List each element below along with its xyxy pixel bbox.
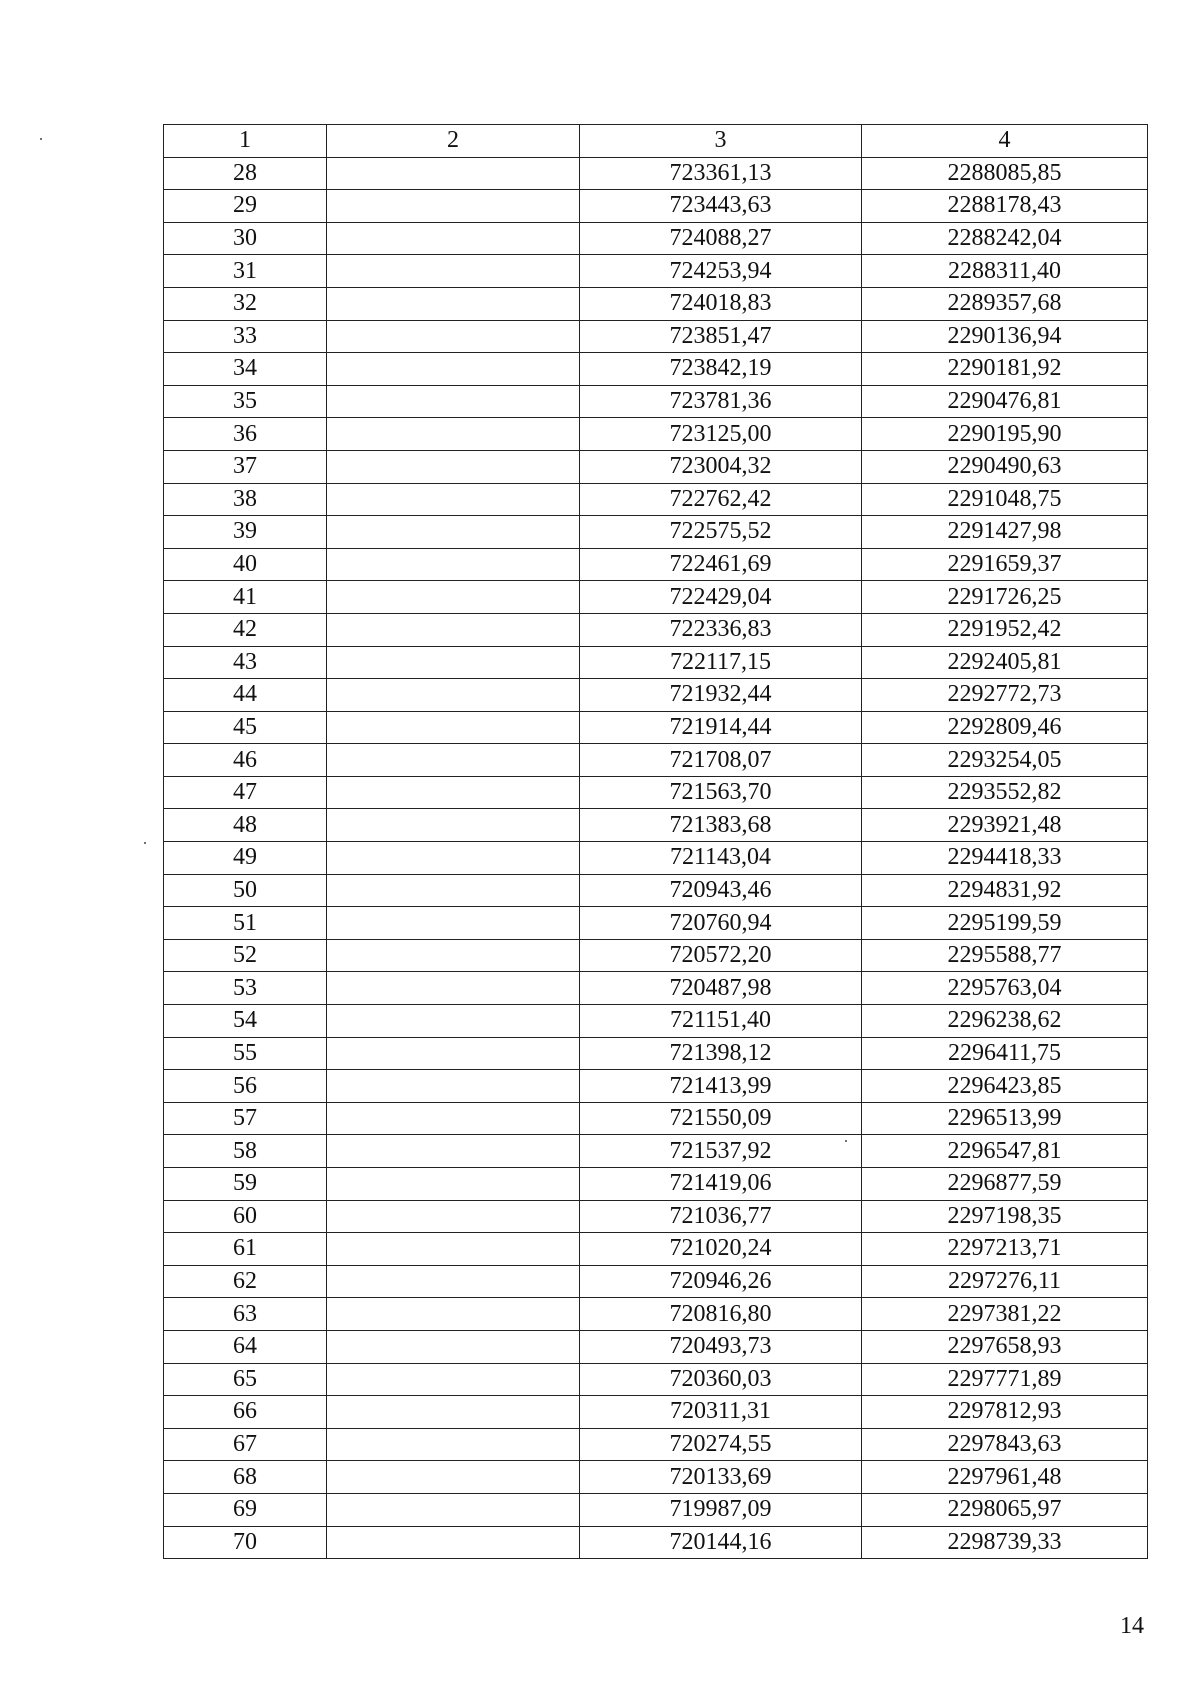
name-cell (327, 646, 580, 679)
name-cell (327, 1168, 580, 1201)
table-body (164, 157, 1148, 1559)
name-cell (327, 190, 580, 223)
name-cell (327, 450, 580, 483)
x-coordinate-cell: 724253,94 (580, 255, 862, 288)
x-coordinate-cell: 721151,40 (580, 1005, 862, 1038)
name-cell (327, 613, 580, 646)
table-row (164, 809, 1148, 842)
x-coordinate-cell: 720133,69 (580, 1461, 862, 1494)
x-coordinate-cell: 721020,24 (580, 1233, 862, 1266)
table-row (164, 548, 1148, 581)
y-coordinate-cell: 2296238,62 (862, 1005, 1148, 1038)
point-number-cell: 41 (164, 581, 327, 614)
point-number-cell: 36 (164, 418, 327, 451)
name-cell (327, 1070, 580, 1103)
table-row (164, 320, 1148, 353)
x-coordinate-cell: 721563,70 (580, 776, 862, 809)
x-coordinate-cell: 723443,63 (580, 190, 862, 223)
y-coordinate-cell: 2297198,35 (862, 1200, 1148, 1233)
header-col-3: 3 (580, 125, 862, 158)
x-coordinate-cell: 724018,83 (580, 287, 862, 320)
x-coordinate-cell: 723842,19 (580, 353, 862, 386)
point-number-cell: 64 (164, 1330, 327, 1363)
table-row (164, 1428, 1148, 1461)
name-cell (327, 1037, 580, 1070)
x-coordinate-cell: 721914,44 (580, 711, 862, 744)
y-coordinate-cell: 2295199,59 (862, 907, 1148, 940)
name-cell (327, 222, 580, 255)
name-cell (327, 1396, 580, 1429)
table-row (164, 190, 1148, 223)
name-cell (327, 1461, 580, 1494)
x-coordinate-cell: 719987,09 (580, 1493, 862, 1526)
table-row (164, 287, 1148, 320)
name-cell (327, 418, 580, 451)
table-row (164, 776, 1148, 809)
x-coordinate-cell: 721413,99 (580, 1070, 862, 1103)
x-coordinate-cell: 720946,26 (580, 1265, 862, 1298)
y-coordinate-cell: 2296877,59 (862, 1168, 1148, 1201)
y-coordinate-cell: 2295588,77 (862, 939, 1148, 972)
point-number-cell: 42 (164, 613, 327, 646)
name-cell (327, 483, 580, 516)
point-number-cell: 47 (164, 776, 327, 809)
point-number-cell: 28 (164, 157, 327, 190)
y-coordinate-cell: 2290195,90 (862, 418, 1148, 451)
point-number-cell: 55 (164, 1037, 327, 1070)
y-coordinate-cell: 2291048,75 (862, 483, 1148, 516)
name-cell (327, 157, 580, 190)
x-coordinate-cell: 723781,36 (580, 385, 862, 418)
y-coordinate-cell: 2289357,68 (862, 287, 1148, 320)
y-coordinate-cell: 2292809,46 (862, 711, 1148, 744)
table-row (164, 157, 1148, 190)
x-coordinate-cell: 723004,32 (580, 450, 862, 483)
table-row (164, 613, 1148, 646)
table-row (164, 939, 1148, 972)
header-col-4: 4 (862, 125, 1148, 158)
scan-speck (40, 138, 42, 140)
table-row (164, 1493, 1148, 1526)
page-number: 14 (1120, 1613, 1144, 1639)
x-coordinate-cell: 722429,04 (580, 581, 862, 614)
table-row (164, 1461, 1148, 1494)
table-row (164, 972, 1148, 1005)
table-row (164, 1363, 1148, 1396)
x-coordinate-cell: 722117,15 (580, 646, 862, 679)
table-row (164, 581, 1148, 614)
name-cell (327, 1102, 580, 1135)
name-cell (327, 353, 580, 386)
point-number-cell: 35 (164, 385, 327, 418)
x-coordinate-cell: 720760,94 (580, 907, 862, 940)
point-number-cell: 56 (164, 1070, 327, 1103)
name-cell (327, 1005, 580, 1038)
y-coordinate-cell: 2297961,48 (862, 1461, 1148, 1494)
point-number-cell: 39 (164, 516, 327, 549)
point-number-cell: 68 (164, 1461, 327, 1494)
y-coordinate-cell: 2298739,33 (862, 1526, 1148, 1559)
point-number-cell: 52 (164, 939, 327, 972)
y-coordinate-cell: 2291726,25 (862, 581, 1148, 614)
x-coordinate-cell: 720572,20 (580, 939, 862, 972)
x-coordinate-cell: 720487,98 (580, 972, 862, 1005)
table-row (164, 1396, 1148, 1429)
x-coordinate-cell: 721036,77 (580, 1200, 862, 1233)
y-coordinate-cell: 2293254,05 (862, 744, 1148, 777)
x-coordinate-cell: 721143,04 (580, 842, 862, 875)
table-row (164, 1233, 1148, 1266)
y-coordinate-cell: 2290136,94 (862, 320, 1148, 353)
point-number-cell: 62 (164, 1265, 327, 1298)
point-number-cell: 33 (164, 320, 327, 353)
table-row (164, 255, 1148, 288)
x-coordinate-cell: 722575,52 (580, 516, 862, 549)
name-cell (327, 581, 580, 614)
y-coordinate-cell: 2292405,81 (862, 646, 1148, 679)
x-coordinate-cell: 723361,13 (580, 157, 862, 190)
point-number-cell: 46 (164, 744, 327, 777)
table-row (164, 385, 1148, 418)
x-coordinate-cell: 720493,73 (580, 1330, 862, 1363)
name-cell (327, 385, 580, 418)
x-coordinate-cell: 720360,03 (580, 1363, 862, 1396)
table-row (164, 1200, 1148, 1233)
y-coordinate-cell: 2293552,82 (862, 776, 1148, 809)
header-col-2: 2 (327, 125, 580, 158)
name-cell (327, 1526, 580, 1559)
table-row (164, 744, 1148, 777)
y-coordinate-cell: 2298065,97 (862, 1493, 1148, 1526)
y-coordinate-cell: 2297812,93 (862, 1396, 1148, 1429)
name-cell (327, 516, 580, 549)
point-number-cell: 63 (164, 1298, 327, 1331)
header-col-1: 1 (164, 125, 327, 158)
point-number-cell: 53 (164, 972, 327, 1005)
y-coordinate-cell: 2288085,85 (862, 157, 1148, 190)
table-row (164, 1070, 1148, 1103)
y-coordinate-cell: 2291659,37 (862, 548, 1148, 581)
table-row (164, 1168, 1148, 1201)
point-number-cell: 44 (164, 679, 327, 712)
name-cell (327, 1265, 580, 1298)
table-row (164, 1265, 1148, 1298)
x-coordinate-cell: 720311,31 (580, 1396, 862, 1429)
y-coordinate-cell: 2291952,42 (862, 613, 1148, 646)
y-coordinate-cell: 2297381,22 (862, 1298, 1148, 1331)
table-row (164, 679, 1148, 712)
y-coordinate-cell: 2296547,81 (862, 1135, 1148, 1168)
y-coordinate-cell: 2291427,98 (862, 516, 1148, 549)
name-cell (327, 1233, 580, 1266)
point-number-cell: 34 (164, 353, 327, 386)
name-cell (327, 1428, 580, 1461)
name-cell (327, 776, 580, 809)
point-number-cell: 31 (164, 255, 327, 288)
point-number-cell: 32 (164, 287, 327, 320)
point-number-cell: 37 (164, 450, 327, 483)
point-number-cell: 51 (164, 907, 327, 940)
point-number-cell: 29 (164, 190, 327, 223)
y-coordinate-cell: 2292772,73 (862, 679, 1148, 712)
name-cell (327, 548, 580, 581)
x-coordinate-cell: 720274,55 (580, 1428, 862, 1461)
x-coordinate-cell: 720816,80 (580, 1298, 862, 1331)
y-coordinate-cell: 2296411,75 (862, 1037, 1148, 1070)
name-cell (327, 1363, 580, 1396)
x-coordinate-cell: 722336,83 (580, 613, 862, 646)
x-coordinate-cell: 721398,12 (580, 1037, 862, 1070)
table-row (164, 646, 1148, 679)
x-coordinate-cell: 722762,42 (580, 483, 862, 516)
x-coordinate-cell: 722461,69 (580, 548, 862, 581)
table-row (164, 842, 1148, 875)
coordinates-table (163, 124, 1148, 1559)
x-coordinate-cell: 724088,27 (580, 222, 862, 255)
point-number-cell: 70 (164, 1526, 327, 1559)
table-row (164, 907, 1148, 940)
x-coordinate-cell: 721537,92 (580, 1135, 862, 1168)
table-row (164, 483, 1148, 516)
y-coordinate-cell: 2293921,48 (862, 809, 1148, 842)
x-coordinate-cell: 720943,46 (580, 874, 862, 907)
table-row (164, 418, 1148, 451)
x-coordinate-cell: 720144,16 (580, 1526, 862, 1559)
name-cell (327, 842, 580, 875)
name-cell (327, 939, 580, 972)
name-cell (327, 1493, 580, 1526)
name-cell (327, 287, 580, 320)
table-row (164, 1526, 1148, 1559)
table-row (164, 1102, 1148, 1135)
y-coordinate-cell: 2297276,11 (862, 1265, 1148, 1298)
header-row (164, 125, 1148, 158)
y-coordinate-cell: 2288242,04 (862, 222, 1148, 255)
y-coordinate-cell: 2290181,92 (862, 353, 1148, 386)
table-header (164, 125, 1148, 158)
point-number-cell: 54 (164, 1005, 327, 1038)
y-coordinate-cell: 2297771,89 (862, 1363, 1148, 1396)
x-coordinate-cell: 721932,44 (580, 679, 862, 712)
name-cell (327, 874, 580, 907)
table-row (164, 1135, 1148, 1168)
y-coordinate-cell: 2294831,92 (862, 874, 1148, 907)
y-coordinate-cell: 2295763,04 (862, 972, 1148, 1005)
y-coordinate-cell: 2290490,63 (862, 450, 1148, 483)
y-coordinate-cell: 2290476,81 (862, 385, 1148, 418)
table-row (164, 1298, 1148, 1331)
name-cell (327, 1200, 580, 1233)
x-coordinate-cell: 723125,00 (580, 418, 862, 451)
point-number-cell: 65 (164, 1363, 327, 1396)
point-number-cell: 49 (164, 842, 327, 875)
x-coordinate-cell: 721383,68 (580, 809, 862, 842)
name-cell (327, 711, 580, 744)
point-number-cell: 69 (164, 1493, 327, 1526)
table-row (164, 222, 1148, 255)
scan-speck (845, 1140, 847, 1142)
point-number-cell: 66 (164, 1396, 327, 1429)
table-row (164, 711, 1148, 744)
name-cell (327, 255, 580, 288)
x-coordinate-cell: 723851,47 (580, 320, 862, 353)
name-cell (327, 679, 580, 712)
name-cell (327, 744, 580, 777)
point-number-cell: 43 (164, 646, 327, 679)
table-row (164, 516, 1148, 549)
table-row (164, 353, 1148, 386)
x-coordinate-cell: 721550,09 (580, 1102, 862, 1135)
name-cell (327, 809, 580, 842)
y-coordinate-cell: 2294418,33 (862, 842, 1148, 875)
point-number-cell: 50 (164, 874, 327, 907)
name-cell (327, 972, 580, 1005)
table-row (164, 1037, 1148, 1070)
y-coordinate-cell: 2296423,85 (862, 1070, 1148, 1103)
scan-speck (144, 842, 146, 844)
point-number-cell: 59 (164, 1168, 327, 1201)
y-coordinate-cell: 2288311,40 (862, 255, 1148, 288)
y-coordinate-cell: 2296513,99 (862, 1102, 1148, 1135)
name-cell (327, 1298, 580, 1331)
name-cell (327, 1330, 580, 1363)
point-number-cell: 61 (164, 1233, 327, 1266)
point-number-cell: 45 (164, 711, 327, 744)
y-coordinate-cell: 2297213,71 (862, 1233, 1148, 1266)
point-number-cell: 67 (164, 1428, 327, 1461)
table-row (164, 450, 1148, 483)
point-number-cell: 38 (164, 483, 327, 516)
x-coordinate-cell: 721708,07 (580, 744, 862, 777)
name-cell (327, 907, 580, 940)
name-cell (327, 1135, 580, 1168)
x-coordinate-cell: 721419,06 (580, 1168, 862, 1201)
table-row (164, 874, 1148, 907)
y-coordinate-cell: 2297843,63 (862, 1428, 1148, 1461)
y-coordinate-cell: 2297658,93 (862, 1330, 1148, 1363)
point-number-cell: 58 (164, 1135, 327, 1168)
name-cell (327, 320, 580, 353)
point-number-cell: 48 (164, 809, 327, 842)
point-number-cell: 60 (164, 1200, 327, 1233)
table-row (164, 1005, 1148, 1038)
table-row (164, 1330, 1148, 1363)
y-coordinate-cell: 2288178,43 (862, 190, 1148, 223)
point-number-cell: 40 (164, 548, 327, 581)
point-number-cell: 30 (164, 222, 327, 255)
point-number-cell: 57 (164, 1102, 327, 1135)
